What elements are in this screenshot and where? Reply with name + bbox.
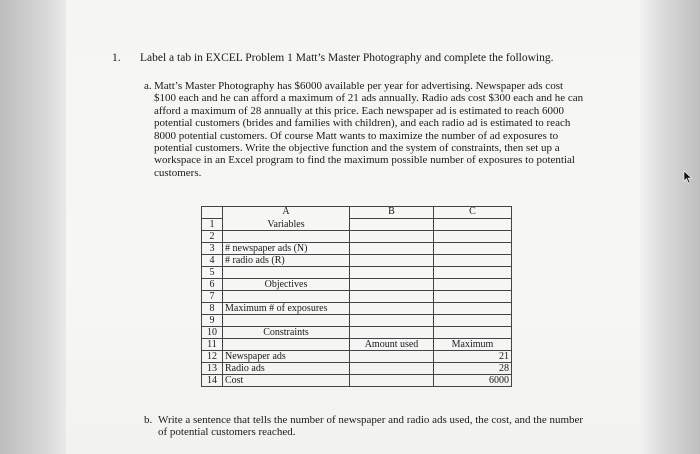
- cell-a: Cost: [223, 374, 350, 386]
- part-a: [144, 80, 584, 179]
- row-number: 11: [202, 338, 223, 350]
- cell-a: Newspaper ads: [223, 350, 350, 362]
- cell-b: [350, 278, 434, 290]
- problem-number: 1.: [112, 52, 121, 64]
- cell-c: [434, 254, 512, 266]
- table-row: [202, 242, 512, 254]
- table-row: [202, 338, 512, 350]
- cell-a: # radio ads (R): [223, 254, 350, 266]
- mouse-pointer-icon: [683, 170, 693, 184]
- cell-c: [434, 230, 512, 242]
- table-row: [202, 314, 512, 326]
- cell-b: [350, 218, 434, 230]
- cell-a: Variables: [223, 218, 350, 230]
- cell-c: Maximum: [434, 338, 512, 350]
- part-a-label: a.: [144, 80, 152, 92]
- cell-b: [350, 314, 434, 326]
- cell-a: # newspaper ads (N): [223, 242, 350, 254]
- row-number: 8: [202, 302, 223, 314]
- row-number: 1: [202, 218, 223, 230]
- table-row: [202, 326, 512, 338]
- table-row: [202, 302, 512, 314]
- corner-cell: [202, 207, 223, 219]
- row-number: 7: [202, 290, 223, 302]
- cell-c: [434, 326, 512, 338]
- cell-b: [350, 350, 434, 362]
- table-row: [202, 278, 512, 290]
- part-b-label: b.: [144, 414, 153, 426]
- cell-b: [350, 290, 434, 302]
- background-left-edge: [0, 0, 66, 454]
- table-row: [202, 350, 512, 362]
- table-header-row: [202, 207, 512, 219]
- cell-c: 21: [434, 350, 512, 362]
- cell-a: [223, 230, 350, 242]
- cell-b: [350, 302, 434, 314]
- row-number: 9: [202, 314, 223, 326]
- cell-c: 6000: [434, 374, 512, 386]
- row-number: 6: [202, 278, 223, 290]
- cell-c: [434, 218, 512, 230]
- part-a-text: Matt’s Master Photography has $6000 available per year for advertising. Newspaper ads cost $100 each and he can afford a maximum of 21 ads annually. Radio ads cost $300 each and he can afford a maximum of 28 annually at this price. Each newspaper ad is estimated to reach 6000 potential customers (brides and families with children), and each radio ad is estimated to reach 8000 potential customers. Of course Matt wants to maximize the number of ad exposures to potential customers. Write the objective function and the system of constraints, then set up a workspace in an Excel program to find the maximum possible number of exposures to potential customers.: [154, 80, 584, 179]
- column-a-letter: A: [282, 206, 290, 217]
- cell-b: Amount used: [350, 338, 434, 350]
- row-number: 10: [202, 326, 223, 338]
- part-b: [144, 414, 584, 439]
- cell-b: [350, 374, 434, 386]
- column-header-c: C: [434, 207, 512, 219]
- cell-a: Radio ads: [223, 362, 350, 374]
- cell-c: [434, 266, 512, 278]
- row-number: 14: [202, 374, 223, 386]
- cell-c: [434, 314, 512, 326]
- cell-b: [350, 326, 434, 338]
- table-row: [202, 266, 512, 278]
- row-number: 12: [202, 350, 223, 362]
- cell-c: [434, 242, 512, 254]
- cell-c: [434, 278, 512, 290]
- table-row: [202, 218, 512, 230]
- cell-b: [350, 254, 434, 266]
- cell-a: [223, 266, 350, 278]
- cell-b: [350, 362, 434, 374]
- cell-c: [434, 302, 512, 314]
- table-row: [202, 362, 512, 374]
- cell-a: [223, 314, 350, 326]
- cell-a: [223, 338, 350, 350]
- table-row: [202, 290, 512, 302]
- cell-a: Constraints: [223, 326, 350, 338]
- table-row: [202, 374, 512, 386]
- cell-a: Maximum # of exposures: [223, 302, 350, 314]
- excel-workspace-table: [201, 206, 512, 387]
- part-b-text: Write a sentence that tells the number of newspaper and radio ads used, the cost, and the number of potential customers reached.: [158, 414, 584, 439]
- cell-c: [434, 290, 512, 302]
- cell-a: Objectives: [223, 278, 350, 290]
- cell-b: [350, 242, 434, 254]
- background-right-edge: [640, 0, 700, 454]
- row-number: 13: [202, 362, 223, 374]
- row-number: 5: [202, 266, 223, 278]
- problem-instruction: Label a tab in EXCEL Problem 1 Matt’s Master Photography and complete the following.: [140, 52, 554, 64]
- row-number: 2: [202, 230, 223, 242]
- cell-a: [223, 290, 350, 302]
- column-header-b: B: [350, 207, 434, 219]
- cell-c: 28: [434, 362, 512, 374]
- column-header-a: [223, 207, 350, 219]
- table-row: [202, 230, 512, 242]
- table-row: [202, 254, 512, 266]
- cell-b: [350, 266, 434, 278]
- row-number: 3: [202, 242, 223, 254]
- cell-b: [350, 230, 434, 242]
- row-number: 4: [202, 254, 223, 266]
